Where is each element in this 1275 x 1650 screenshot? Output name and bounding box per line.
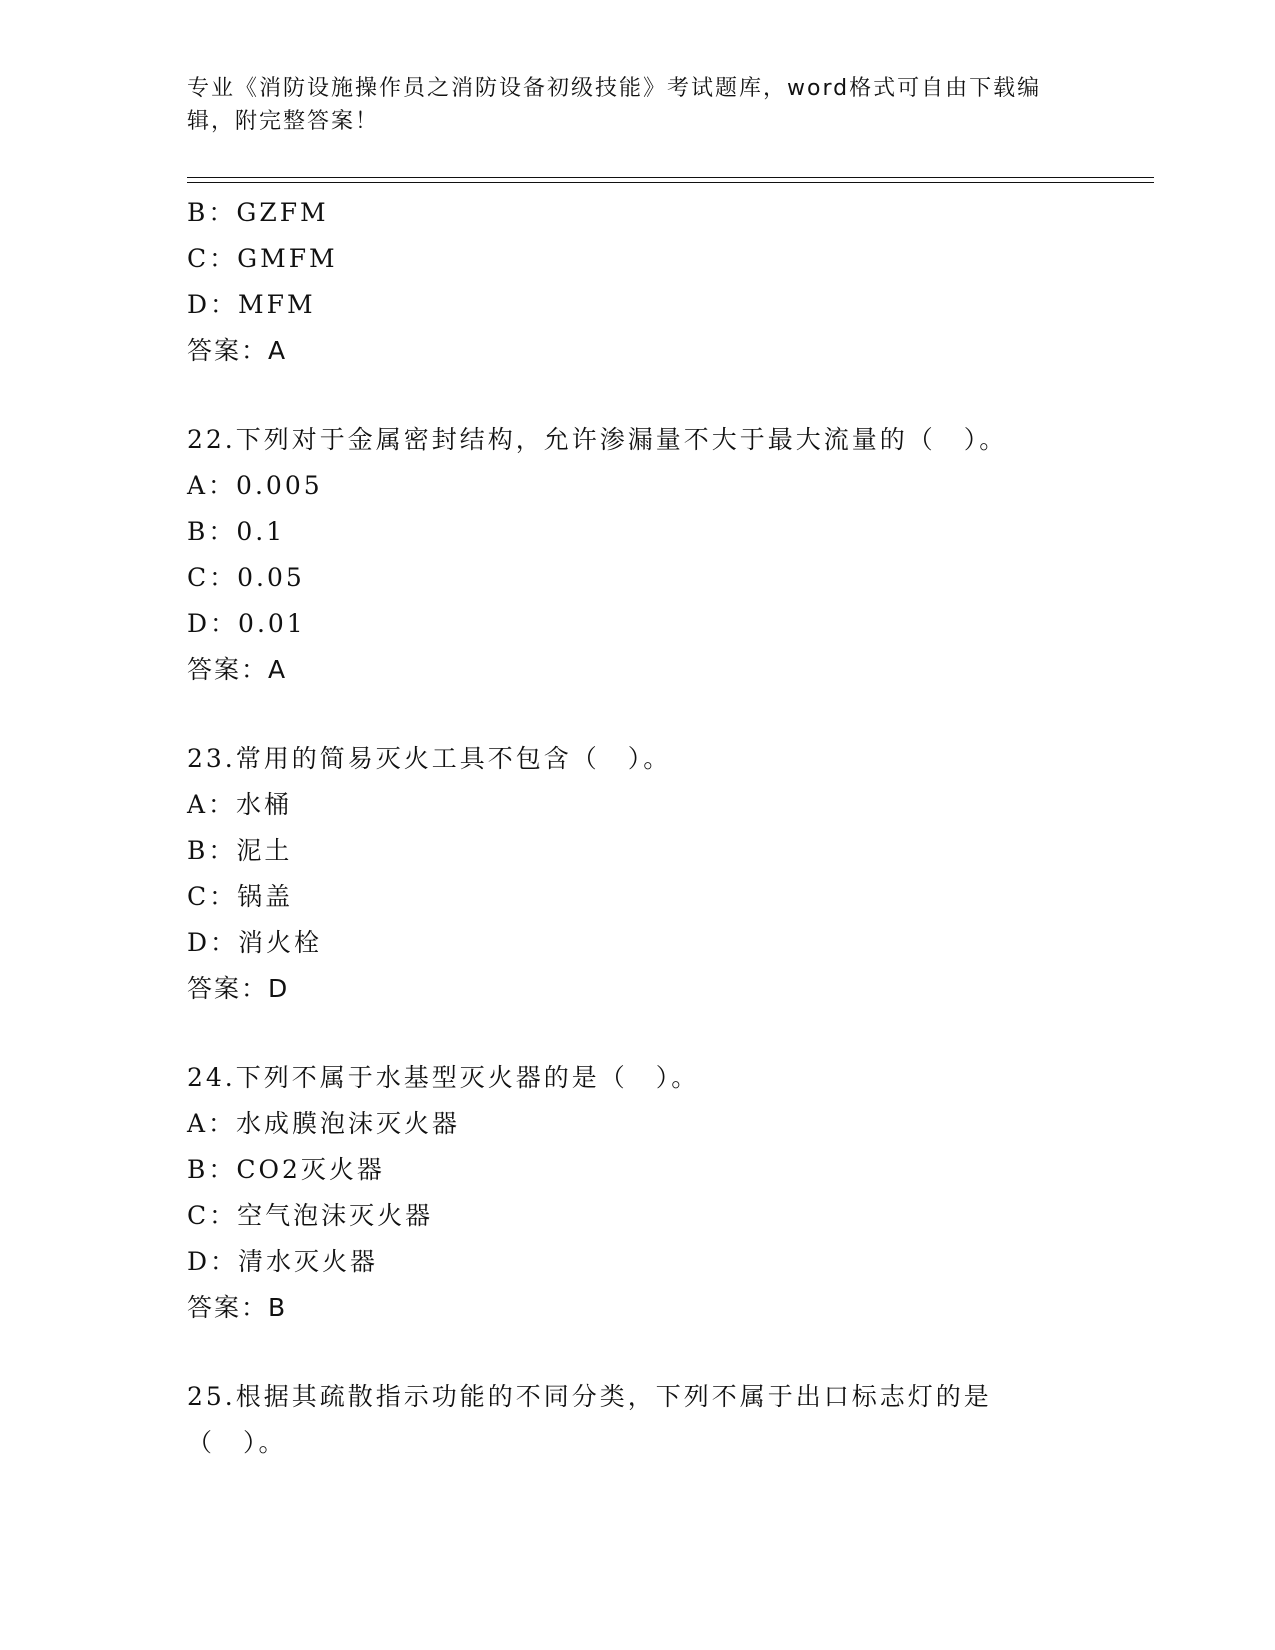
question-block — [187, 190, 1087, 374]
question-stem: 23.常用的简易灭火工具不包含（ ）。 — [187, 744, 672, 773]
option-a: A：0.005 — [187, 471, 323, 500]
question-block — [187, 1055, 1087, 1331]
option-b: B：CO2灭火器 — [187, 1155, 385, 1184]
option-c: C：GMFM — [187, 244, 338, 273]
option-c: C：空气泡沫灭火器 — [187, 1201, 434, 1230]
question-block — [187, 736, 1087, 1012]
page-header: 专业《消防设施操作员之消防设备初级技能》考试题库，word格式可自由下载编辑，附完整答案！ — [187, 76, 1042, 134]
option-d: D：0.01 — [187, 609, 306, 638]
option-d: D：清水灭火器 — [187, 1247, 379, 1276]
question-block — [187, 1374, 1087, 1466]
header-rule — [187, 177, 1154, 183]
option-d: D：MFM — [187, 290, 316, 319]
option-a: A：水成膜泡沫灭火器 — [187, 1109, 461, 1138]
question-block — [187, 417, 1087, 693]
question-stem: 24.下列不属于水基型灭火器的是（ ）。 — [187, 1063, 700, 1092]
option-d: D：消火栓 — [187, 928, 323, 957]
option-b: B：泥土 — [187, 836, 293, 865]
option-c: C：0.05 — [187, 563, 305, 592]
question-stem: 25.根据其疏散指示功能的不同分类，下列不属于出口标志灯的是（ ）。 — [187, 1382, 992, 1457]
option-c: C：锅盖 — [187, 882, 294, 911]
answer-line: 答案：A — [187, 655, 288, 684]
answer-line: 答案：D — [187, 974, 290, 1003]
option-b: B：GZFM — [187, 198, 329, 227]
option-a: A：水桶 — [187, 790, 293, 819]
answer-line: 答案：A — [187, 336, 288, 365]
answer-line: 答案：B — [187, 1293, 288, 1322]
option-b: B：0.1 — [187, 517, 286, 546]
question-stem: 22.下列对于金属密封结构，允许渗漏量不大于最大流量的（ ）。 — [187, 425, 1008, 454]
question-list — [187, 190, 1087, 1466]
